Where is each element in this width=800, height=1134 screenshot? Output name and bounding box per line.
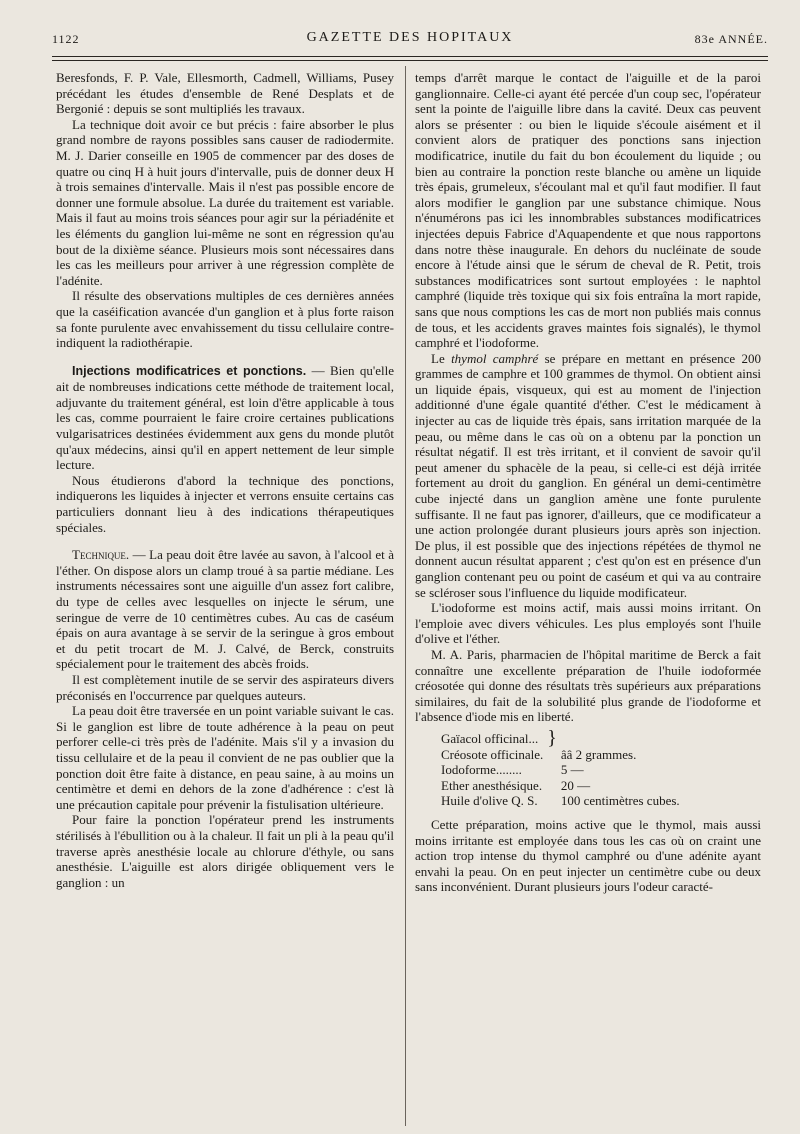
section-paragraph: [56, 363, 394, 473]
paragraph: Cette préparation, moins active que le thymol, mais aussi moins irritante est employée dans tous les cas où on craint une action trop intense du thymol camphré ou d'une adénite ayant envahi la peau. On en peut injecter un centimètre cube ou deux sans inconvénient. Durant plusieurs jours l'odeur caracté-: [415, 816, 761, 895]
recipe-ingredient: Iodoforme........: [441, 762, 522, 778]
recipe-row: [441, 778, 684, 794]
page-number: 1122: [52, 32, 80, 46]
recipe-ingredient: Ether anesthésique.: [441, 777, 543, 793]
technique-text: — La peau doit être lavée au savon, à l'alcool et à l'éther. On dispose alors un clamp troué à sa partie médiane. Les instruments nécessaires sont une aiguille d'un assez fort calibre, du type de celles avec lesquelles on injecte le sérum, une seringue de verre de 10 centimètres cubes. Au cas de caséum épais on aura avantage à se servir de la seringue à gros embout et du petit trocart de M. J. Calvé, de Berck, construits spécialement pour le traitement des abcès froids.: [56, 547, 394, 672]
paragraph: Il résulte des observations multiples de ces dernières années que la caséification avancée d'un ganglion et à plus forte raison sa fonte purulente avec envahissement du tissu cellulaire contre-indiquent la radiothérapie.: [56, 288, 394, 351]
paragraph: La technique doit avoir ce but précis : faire absorber le plus grand nombre de rayons possibles sans causer de radiodermite. M. J. Darier conseille en 1905 de commencer par des doses de quatre ou cinq H à huit jours d'intervalle, puis de donner deux H à trois semaines d'intervalle. Mais il n'est pas possible encore de donner une formule absolue. La durée du traitement est variable. Mais il faut au moins trois séances pour agir sur la périadénite et les éléments du ganglion lui-même ne sont en régression qu'au bout de la dixième séance. Plusieurs mois sont nécessaires dans les cas les meilleurs pour arriver à une régression complète de l'adénite.: [56, 116, 394, 288]
recipe-ingredient: Gaïacol officinal...: [441, 730, 539, 746]
recipe-quantity: 20 —: [560, 777, 591, 793]
paragraph: La peau doit être traversée en un point variable suivant le cas. Si le ganglion est libre de toute adhérence à la peau on peut perforer celle-ci très près de l'adénite. Mais s'il y a invasion du tissu cellulaire et de la peau il convient de ne pas oublier que la ponction doit être faite à distance, en peau saine, à au moins un centimètre et demi en dehors de la zone d'adhérence : c'est là une précaution capitale pour prévenir la fistulisation ultérieure.: [56, 703, 394, 812]
thymol-paragraph: Le thymol camphré se prépare en mettant en présence 200 grammes de camphre et 100 grammes de thymol. On obtient ainsi un liquide épais, visqueux, qui est au moment de l'injection additionné d'une égale quantité d'éther. C'est le médicament à injecter au cas de liquide très épais, sans irritation marquée de la peau, ou même dans le cas où on a obtenu par la ponction un résultat négatif. Il est très irritant, et il convient de savoir qu'il peut amener du sphacèle de la peau, si celle-ci est déjà irritée fortement au droit du ganglion. En général un demi-centimètre cube injecté dans un ganglion amène une fonte purulente suffisante. Il ne faut pas ignorer, d'ailleurs, que ce modificateur a une action prolongée durant plusieurs jours après son injection. De plus, il est possible que des injections répétées de thymol ne donnent aucun résultat apparent ; c'est qu'on est en présence d'un ganglion contenant peu ou point de caséum et qui va au contraire se scléroser sous l'influence du liquide modificateur.: [415, 350, 761, 600]
volume-year: 83e ANNÉE.: [694, 32, 768, 46]
paragraph: Nous étudierons d'abord la technique des ponctions, indiquerons les liquides à injecter et verrons ensuite certains cas particuliers donnant lieu à des indications thérapeutiques spéciales.: [56, 472, 394, 535]
technique-paragraph: [56, 547, 394, 672]
header-rule-thick: [52, 56, 768, 57]
paragraph: temps d'arrêt marque le contact de l'aiguille et de la paroi ganglionnaire. Celle-ci ayant été percée d'un coup sec, l'opérateur sent la pointe de l'aiguille libre dans la cavité. Deux cas peuvent alors se présenter : ou bien le liquide s'écoule aisément et il convient alors de pratiquer des ponctions sans injection modificatrice, inutile du fait du bon écoulement du liquide ; ou bien au contraire la ponction reste blanche ou amène un liquide très épais, grumeleux, s'écoulant mal et qu'il faut modifier. Il faut alors modifier le ganglion par une substance chimique. Nous n'énumérons pas ici les innombrables substances modificatrices injectées depuis Fabrice d'Aquapendente et que nous rapportons dans notre thèse inaugurale. En dehors du nucléinate de soude encore à l'étude ainsi que le sérum de cheval de R. Petit, trois substances modificatrices sont surtout employées : le naphtol camphré (liquide très toxique qui six fois entraîna la mort rapide, sans que nous comptions les cas de mort non publiés mais connus de tous, et les accidents graves maintes fois signalés), le thymol camphré et l'iodoforme.: [415, 70, 761, 351]
paragraph: L'iodoforme est moins actif, mais aussi moins irritant. On l'emploie avec divers véhicules. Les plus employés sont l'huile d'olive et l'éther.: [415, 600, 761, 647]
recipe-ingredient: Huile d'olive Q. S.: [441, 793, 538, 809]
recipe-quantity: [561, 731, 684, 747]
section-heading: Injections modificatrices et ponctions.: [72, 363, 307, 378]
running-header: [52, 30, 768, 52]
recipe-quantity: ââ 2 grammes.: [560, 746, 637, 762]
recipe-row: [441, 747, 684, 763]
paragraph: Pour faire la ponction l'opérateur prend les instruments stérilisés à l'ébullition ou à la chaleur. Il fait un pli à la peau qu'il traverse après anesthésie locale au chlorure d'éthyle, ou sans anesthésie. L'aiguille est alors dirigée obliquement vers le ganglion : un: [56, 812, 394, 890]
left-column: [56, 70, 394, 890]
paragraph: Il est complètement inutile de se servir des aspirateurs divers préconisés en l'occurrence par quelques auteurs.: [56, 671, 394, 703]
paragraph: Beresfonds, F. P. Vale, Ellesmorth, Cadmell, Williams, Pusey précédant les études d'ensemble de René Desplats et de Bergonié : depuis se sont multipliés les travaux.: [56, 70, 394, 117]
header-rule-thin: [52, 60, 768, 61]
technique-label: Technique.: [72, 547, 130, 563]
right-column: [415, 70, 761, 895]
thymol-term: thymol camphré: [451, 350, 539, 366]
recipe-row: Gaïacol officinal... }: [441, 731, 684, 747]
recipe-row: [441, 793, 684, 809]
recipe-ingredient: Créosote officinale.: [441, 746, 544, 762]
recipe-row: [441, 762, 684, 778]
recipe-quantity: 100 centimètres cubes.: [560, 793, 680, 809]
section-text: — Bien qu'elle ait de nombreuses indications cette méthode de traitement local, adjuvante du traitement général, est loin d'être applicable à tous les cas, comme pourraient le faire croire certaines publications vulgarisatrices destinées évidemment aux gens du monde plutôt qu'aux médecins, ainsi qu'il en appert nettement de leur simple lecture.: [56, 362, 394, 473]
recipe-quantity: 5 —: [560, 762, 584, 778]
journal-title: GAZETTE DES HOPITAUX: [306, 30, 514, 45]
column-divider: [405, 66, 406, 1126]
paragraph: M. A. Paris, pharmacien de l'hôpital maritime de Berck a fait connaître une excellente préparation de l'huile iodoformée créosotée qui donne des résultats très supérieurs aux préparations similaires, du fait de la solubilité plus grande de l'iodoforme et l'absence d'iode mis en liberté.: [415, 646, 761, 725]
recipe-table: [441, 726, 684, 809]
